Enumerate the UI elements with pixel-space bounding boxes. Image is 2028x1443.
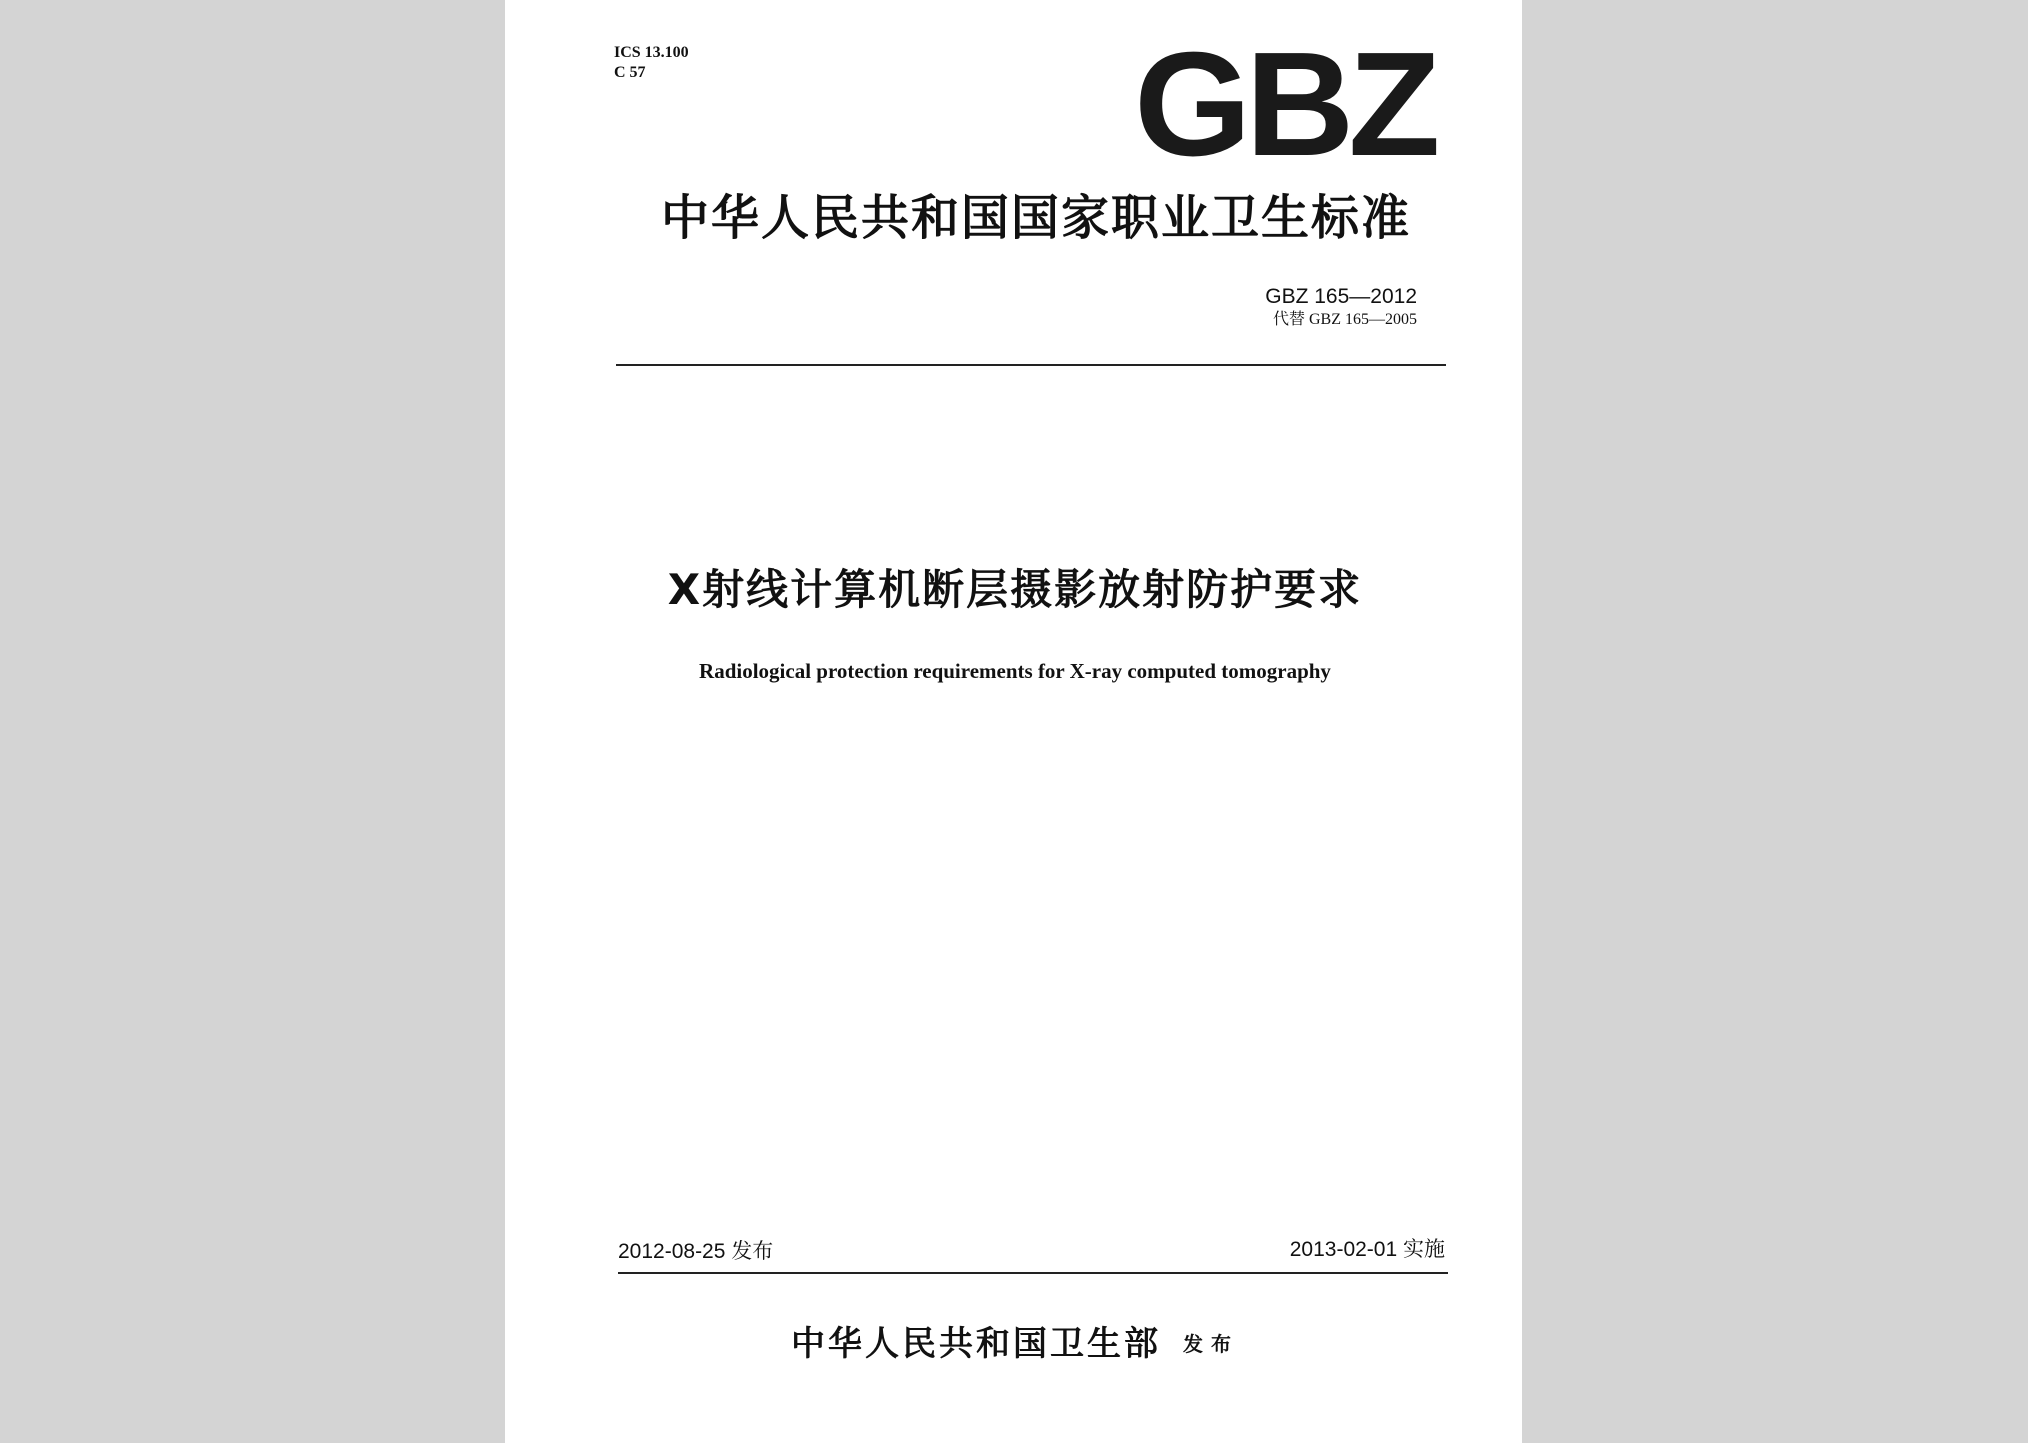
document-title-chinese: X射线计算机断层摄影放射防护要求	[667, 565, 1363, 614]
bottom-divider	[618, 1272, 1448, 1274]
issue-action: 发布	[1183, 1332, 1239, 1356]
effective-date: 2013-02-01 实施	[1289, 1238, 1445, 1261]
top-divider	[616, 364, 1446, 366]
gbz-logo: GBZ	[1133, 22, 1434, 187]
issuing-organization: 中华人民共和国卫生部	[791, 1324, 1161, 1364]
document-title-english: Radiological protection requirements for X-ray computed tomography	[699, 659, 1331, 683]
document-page	[505, 0, 1522, 1443]
standard-category: 中华人民共和国国家职业卫生标准	[660, 190, 1411, 246]
ccs-code: C 57	[614, 64, 646, 81]
classification-codes	[614, 43, 689, 83]
ics-code: ICS 13.100	[614, 44, 689, 61]
standard-code: GBZ 165—2012	[1265, 285, 1417, 308]
replaces-code: 代替 GBZ 165—2005	[1272, 311, 1417, 328]
issue-date: 2012-08-25 发布	[618, 1240, 774, 1263]
issuer-line	[565, 1320, 1465, 1368]
